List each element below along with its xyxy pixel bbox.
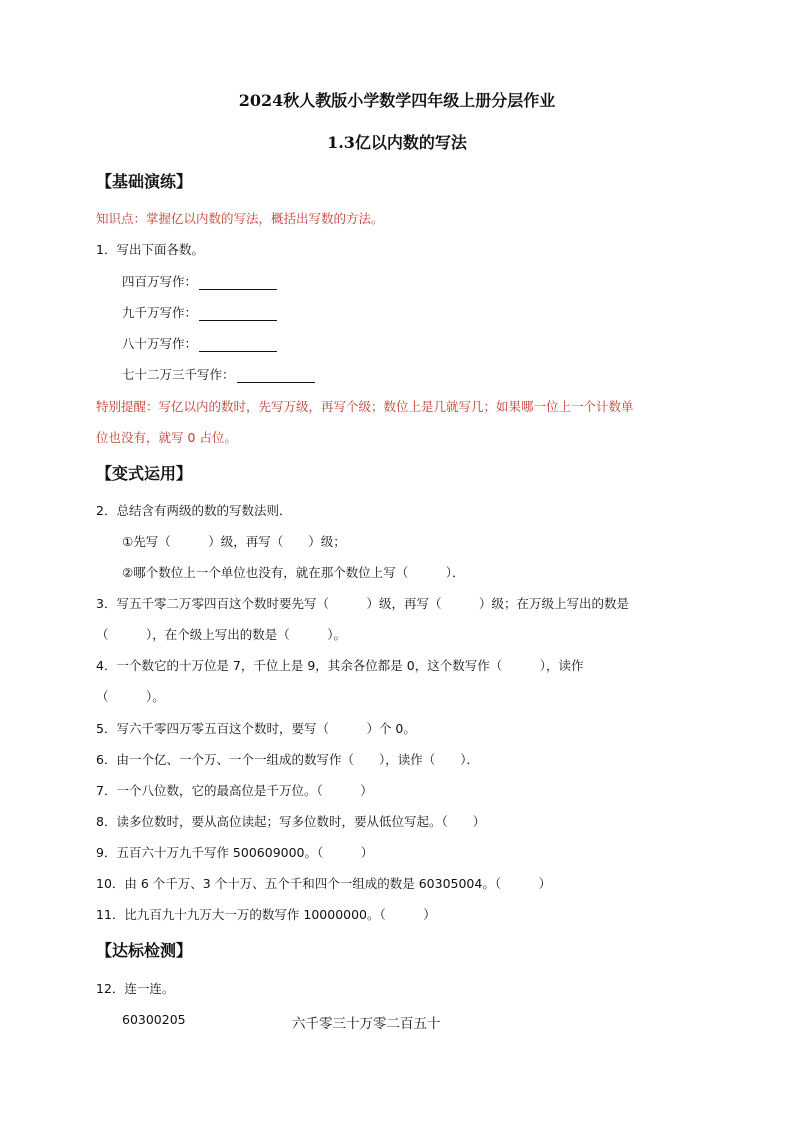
q12-right-item[interactable]: 六千零三十万零二百五十 [292,1016,441,1032]
q1-item-label: 四百万写作： [122,274,198,289]
q1-item-label: 九千万写作： [122,305,198,320]
q10: 10．由 6 个千万、3 个十万、五个千和四个一组成的数是 60305004。（ ） [96,876,552,891]
reminder-line-2: 位也没有，就写 0 占位。 [96,430,237,445]
q2-stem: 2．总结含有两级的数的写数法则． [96,503,292,518]
q1-item [122,272,277,290]
section-basic: 【基础演练】 [96,172,193,191]
q2-sub-2: ②哪个数位上一个单位也没有，就在那个数位上写（ ）． [122,565,465,580]
q7: 7．一个八位数，它的最高位是千万位。（ ） [96,783,373,798]
q1-item [122,303,277,321]
q6: 6．由一个亿、一个万、一个一组成的数写作（ ），读作（ ）． [96,752,479,767]
section-check: 【达标检测】 [96,941,193,960]
q3-line-2: （ ），在个级上写出的数是（ ）。 [96,627,347,642]
q8: 8．读多位数时，要从高位读起；写多位数时，要从低位写起。（ ） [96,814,486,829]
q4-line-2: （ ）。 [96,689,165,704]
answer-blank[interactable] [237,370,315,383]
knowledge-point: 知识点：掌握亿以内数的写法，概括出写数的方法。 [96,211,384,226]
q12-left-item[interactable]: 60300205 [122,1012,186,1027]
answer-blank[interactable] [199,308,277,321]
q9: 9．五百六十万九千写作 500609000。（ ） [96,845,374,860]
q2-sub-1: ①先写（ ）级，再写（ ）级； [122,534,346,549]
page-title: 2024秋人教版小学数学四年级上册分层作业 [238,91,556,110]
page-subtitle: 1.3亿以内数的写法 [327,133,467,152]
q1-item [122,365,315,383]
q1-stem: 1．写出下面各数。 [96,242,204,257]
section-variant: 【变式运用】 [96,464,193,483]
q1-item-label: 八十万写作： [122,336,198,351]
reminder-line-1: 特别提醒：写亿以内的数时，先写万级，再写个级；数位上是几就写几；如果哪一位上一个计数单 [96,399,634,414]
q1-item [122,334,277,352]
q3-line-1: 3．写五千零二万零四百这个数时要先写（ ）级，再写（ ）级；在万级上写出的数是 [96,596,629,611]
q4-line-1: 4．一个数它的十万位是 7，千位上是 9，其余各位都是 0，这个数写作（ ），读作 [96,658,584,673]
q12-stem: 12．连一连。 [96,981,175,996]
q1-item-label: 七十二万三千写作： [122,367,235,382]
answer-blank[interactable] [199,277,277,290]
answer-blank[interactable] [199,339,277,352]
q5: 5．写六千零四万零五百这个数时，要写（ ）个 0。 [96,721,416,736]
q11: 11．比九百九十九万大一万的数写作 10000000。（ ） [96,907,436,922]
